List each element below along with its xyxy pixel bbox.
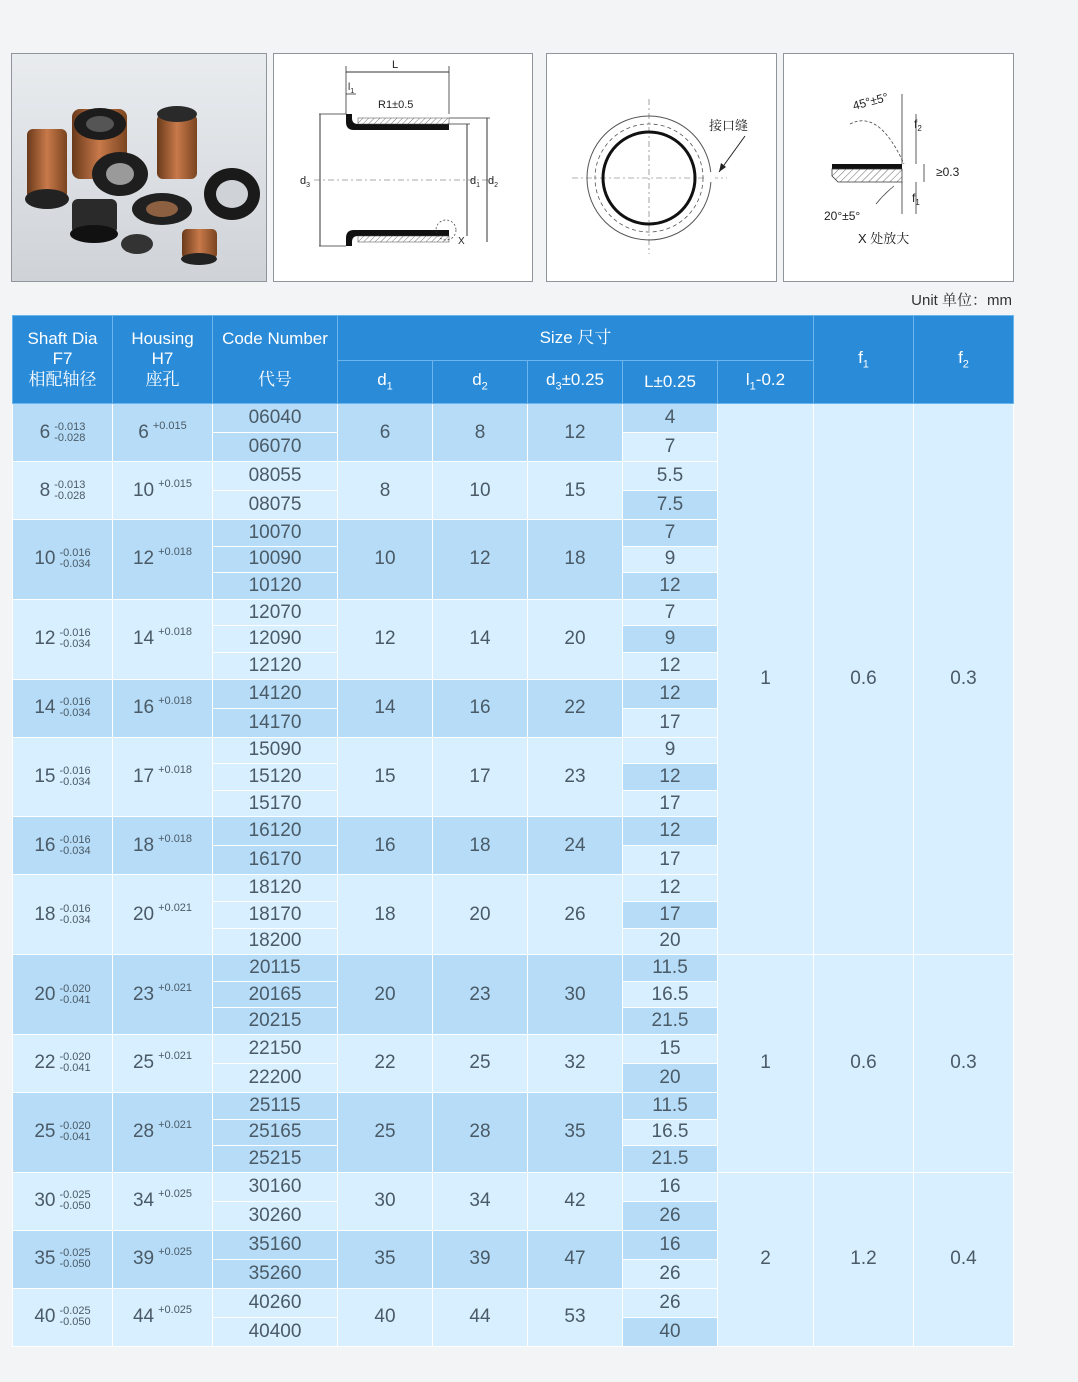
l1-cell: 2: [718, 1172, 814, 1346]
length-cell: 7.5: [623, 491, 718, 520]
d2-cell: 28: [433, 1092, 528, 1172]
d2-cell: 18: [433, 817, 528, 875]
f1-cell: 0.6: [814, 404, 914, 955]
unit-label: Unit 单位：mm: [911, 292, 1012, 309]
length-cell: 17: [623, 901, 718, 928]
length-cell: 21.5: [623, 1146, 718, 1173]
code-number-cell: 16170: [213, 846, 338, 875]
length-cell: 12: [623, 875, 718, 902]
d1-cell: 10: [338, 520, 433, 600]
length-cell: 21.5: [623, 1008, 718, 1035]
seam-label: 接口缝: [709, 118, 749, 133]
shaft-dia-cell: 6 -0.013 -0.028: [13, 404, 113, 462]
housing-cell: 10 +0.015: [113, 462, 213, 520]
d1-cell: 8: [338, 462, 433, 520]
col-housing: Housing H7 座孔: [113, 316, 213, 404]
dim-r: R1±0.5: [378, 99, 414, 111]
col-f2: $f_2$: [914, 316, 1014, 404]
table-row: [13, 955, 1014, 982]
table-row: [13, 1172, 1014, 1201]
col-f1: $f_1$: [814, 316, 914, 404]
detail-caption: X 处放大: [858, 231, 910, 246]
housing-cell: 34 +0.025: [113, 1172, 213, 1230]
d1-cell: 22: [338, 1034, 433, 1092]
shaft-dia-cell: 10 -0.016 -0.034: [13, 520, 113, 600]
min-thickness: ≥0.3: [936, 165, 960, 179]
code-number-cell: 40400: [213, 1317, 338, 1346]
length-cell: 5.5: [623, 462, 718, 491]
code-number-cell: 22200: [213, 1063, 338, 1092]
length-cell: 16.5: [623, 981, 718, 1008]
code-number-cell: 16120: [213, 817, 338, 846]
f2-cell: 0.3: [914, 404, 1014, 955]
code-number-cell: 08055: [213, 462, 338, 491]
d1-cell: 25: [338, 1092, 433, 1172]
d1-cell: 35: [338, 1230, 433, 1288]
code-number-cell: 10070: [213, 520, 338, 547]
d2-cell: 14: [433, 599, 528, 679]
length-cell: 7: [623, 599, 718, 626]
d3-cell: 35: [528, 1092, 623, 1172]
l1-cell: 1: [718, 404, 814, 955]
length-cell: 26: [623, 1259, 718, 1288]
length-cell: 17: [623, 790, 718, 817]
angle-top: 45°±5°: [851, 90, 890, 113]
dim-d3: $d_3$: [300, 175, 311, 189]
housing-cell: 25 +0.021: [113, 1034, 213, 1092]
dim-f1: $f_1$: [912, 191, 920, 207]
code-number-cell: 08075: [213, 491, 338, 520]
length-cell: 12: [623, 764, 718, 791]
dim-f2: $f_2$: [914, 117, 922, 133]
shaft-dia-cell: 22 -0.020 -0.041: [13, 1034, 113, 1092]
detail-drawing: [783, 53, 1014, 282]
d2-cell: 12: [433, 520, 528, 600]
housing-cell: 18 +0.018: [113, 817, 213, 875]
d1-cell: 16: [338, 817, 433, 875]
f1-cell: 1.2: [814, 1172, 914, 1346]
length-cell: 12: [623, 679, 718, 708]
code-number-cell: 15170: [213, 790, 338, 817]
housing-cell: 6 +0.015: [113, 404, 213, 462]
d2-cell: 20: [433, 875, 528, 955]
col-shaft: Shaft Dia F7 相配轴径: [13, 316, 113, 404]
ring-drawing: [546, 53, 777, 282]
length-cell: 20: [623, 928, 718, 955]
col-l: L±0.25: [623, 361, 718, 404]
shaft-dia-cell: 40 -0.025 -0.050: [13, 1288, 113, 1346]
l1-cell: 1: [718, 955, 814, 1173]
col-size: Size 尺寸: [338, 316, 814, 361]
length-cell: 4: [623, 404, 718, 433]
code-number-cell: 14120: [213, 679, 338, 708]
length-cell: 7: [623, 520, 718, 547]
d3-cell: 53: [528, 1288, 623, 1346]
shaft-dia-cell: 30 -0.025 -0.050: [13, 1172, 113, 1230]
code-number-cell: 30160: [213, 1172, 338, 1201]
length-cell: 11.5: [623, 955, 718, 982]
shaft-dia-cell: 12 -0.016 -0.034: [13, 599, 113, 679]
length-cell: 11.5: [623, 1092, 718, 1119]
angle-bottom: 20°±5°: [824, 209, 861, 223]
length-cell: 9: [623, 737, 718, 764]
code-number-cell: 20165: [213, 981, 338, 1008]
code-number-cell: 06040: [213, 404, 338, 433]
d1-cell: 14: [338, 679, 433, 737]
code-number-cell: 12120: [213, 652, 338, 679]
d3-cell: 24: [528, 817, 623, 875]
code-number-cell: 40260: [213, 1288, 338, 1317]
housing-cell: 20 +0.021: [113, 875, 213, 955]
f2-cell: 0.3: [914, 955, 1014, 1173]
col-l1: $l_1-0.2$: [718, 361, 814, 404]
code-number-cell: 18170: [213, 901, 338, 928]
length-cell: 26: [623, 1288, 718, 1317]
length-cell: 15: [623, 1034, 718, 1063]
length-cell: 17: [623, 846, 718, 875]
code-number-cell: 15090: [213, 737, 338, 764]
length-cell: 40: [623, 1317, 718, 1346]
housing-cell: 16 +0.018: [113, 679, 213, 737]
shaft-dia-cell: 15 -0.016 -0.034: [13, 737, 113, 817]
housing-cell: 12 +0.018: [113, 520, 213, 600]
d1-cell: 15: [338, 737, 433, 817]
d2-cell: 39: [433, 1230, 528, 1288]
d2-cell: 8: [433, 404, 528, 462]
length-cell: 12: [623, 817, 718, 846]
shaft-dia-cell: 20 -0.020 -0.041: [13, 955, 113, 1035]
length-cell: 26: [623, 1201, 718, 1230]
shaft-dia-cell: 35 -0.025 -0.050: [13, 1230, 113, 1288]
code-number-cell: 15120: [213, 764, 338, 791]
housing-cell: 17 +0.018: [113, 737, 213, 817]
d3-cell: 32: [528, 1034, 623, 1092]
d3-cell: 18: [528, 520, 623, 600]
d1-cell: 40: [338, 1288, 433, 1346]
length-cell: 16.5: [623, 1119, 718, 1146]
d3-cell: 15: [528, 462, 623, 520]
code-number-cell: 35160: [213, 1230, 338, 1259]
code-number-cell: 18200: [213, 928, 338, 955]
f2-cell: 0.4: [914, 1172, 1014, 1346]
flange-drawing: [273, 53, 533, 282]
code-number-cell: 20115: [213, 955, 338, 982]
d1-cell: 12: [338, 599, 433, 679]
d3-cell: 20: [528, 599, 623, 679]
dim-d1: $d_1$: [470, 175, 481, 189]
d2-cell: 23: [433, 955, 528, 1035]
d3-cell: 47: [528, 1230, 623, 1288]
shaft-dia-cell: 14 -0.016 -0.034: [13, 679, 113, 737]
col-code: Code Number 代号: [213, 316, 338, 404]
length-cell: 7: [623, 433, 718, 462]
d3-cell: 22: [528, 679, 623, 737]
length-cell: 17: [623, 708, 718, 737]
housing-cell: 23 +0.021: [113, 955, 213, 1035]
code-number-cell: 25165: [213, 1119, 338, 1146]
d3-cell: 12: [528, 404, 623, 462]
dim-L: L: [391, 59, 399, 71]
housing-cell: 28 +0.021: [113, 1092, 213, 1172]
d3-cell: 23: [528, 737, 623, 817]
product-photo: [11, 53, 267, 282]
shaft-dia-cell: 16 -0.016 -0.034: [13, 817, 113, 875]
col-d3: $d_3\pm 0.25$: [528, 361, 623, 404]
dim-d2: $d_2$: [488, 175, 499, 189]
code-number-cell: 14170: [213, 708, 338, 737]
code-number-cell: 25215: [213, 1146, 338, 1173]
d1-cell: 20: [338, 955, 433, 1035]
d2-cell: 10: [433, 462, 528, 520]
d2-cell: 44: [433, 1288, 528, 1346]
code-number-cell: 35260: [213, 1259, 338, 1288]
d1-cell: 30: [338, 1172, 433, 1230]
housing-cell: 14 +0.018: [113, 599, 213, 679]
spec-table: [12, 315, 1014, 1347]
d3-cell: 42: [528, 1172, 623, 1230]
length-cell: 20: [623, 1063, 718, 1092]
code-number-cell: 18120: [213, 875, 338, 902]
shaft-dia-cell: 25 -0.020 -0.041: [13, 1092, 113, 1172]
length-cell: 12: [623, 573, 718, 600]
code-number-cell: 10090: [213, 546, 338, 573]
code-number-cell: 06070: [213, 433, 338, 462]
code-number-cell: 25115: [213, 1092, 338, 1119]
housing-cell: 39 +0.025: [113, 1230, 213, 1288]
f1-cell: 0.6: [814, 955, 914, 1173]
shaft-dia-cell: 18 -0.016 -0.034: [13, 875, 113, 955]
code-number-cell: 10120: [213, 573, 338, 600]
d2-cell: 34: [433, 1172, 528, 1230]
length-cell: 16: [623, 1230, 718, 1259]
d2-cell: 17: [433, 737, 528, 817]
detail-x-marker: X: [458, 236, 465, 247]
code-number-cell: 12070: [213, 599, 338, 626]
length-cell: 16: [623, 1172, 718, 1201]
table-row: [13, 404, 1014, 433]
d2-cell: 16: [433, 679, 528, 737]
col-d1: $d_1$: [338, 361, 433, 404]
housing-cell: 44 +0.025: [113, 1288, 213, 1346]
d3-cell: 26: [528, 875, 623, 955]
shaft-dia-cell: 8 -0.013 -0.028: [13, 462, 113, 520]
length-cell: 9: [623, 546, 718, 573]
code-number-cell: 22150: [213, 1034, 338, 1063]
code-number-cell: 12090: [213, 626, 338, 653]
d3-cell: 30: [528, 955, 623, 1035]
code-number-cell: 20215: [213, 1008, 338, 1035]
d2-cell: 25: [433, 1034, 528, 1092]
dim-l1: $l_1$: [348, 82, 355, 95]
col-d2: $d_2$: [433, 361, 528, 404]
length-cell: 9: [623, 626, 718, 653]
d1-cell: 6: [338, 404, 433, 462]
length-cell: 12: [623, 652, 718, 679]
code-number-cell: 30260: [213, 1201, 338, 1230]
d1-cell: 18: [338, 875, 433, 955]
